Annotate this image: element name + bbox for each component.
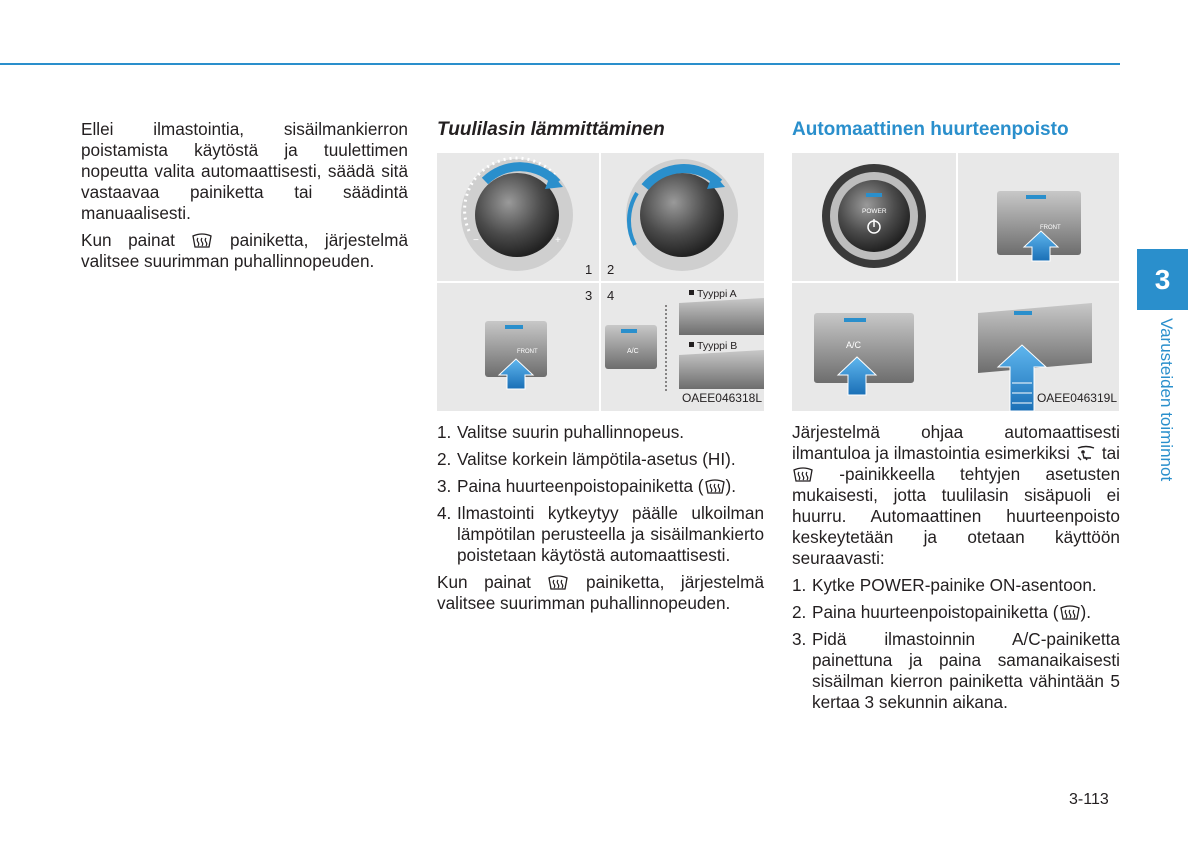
front-defrost-button-illustration [485,321,547,389]
panel-label-1: 1 [585,262,593,277]
temperature-knob [626,159,738,271]
column-right [792,119,1120,719]
front-defrost-button-illustration [997,191,1081,261]
windshield-defrost-icon [704,478,726,495]
svg-text:+: + [555,235,561,246]
figure-code: OAEE046318L [681,391,762,405]
column-middle [437,119,764,620]
ac-button-illustration [605,325,657,369]
list-item: 3. Paina huurteenpoistopainiketta ( ). [437,476,737,496]
list-item: 1. Kytke POWER-painike ON-asentoon. [792,575,1097,595]
page-number: 3-113 [1069,791,1109,808]
type-b-label: Tyyppi B [697,340,738,352]
svg-text:−: − [473,235,479,246]
list-item: 3. Pidä ilmastoinnin A/C-painiketta painettuna ja paina samanaikaisesti sisäilman kierron painiketta vähintään 5 kertaa 3 sekunnin aikana. [792,629,1120,712]
paragraph-auto-defog-intro: Järjestelmä ohjaa automaattisesti ilmantuloa ja ilmastointia esimerkiksi tai -painikkeella tehtyjen asetusten mukaisesti, jotta tuulilasin sisäpuoli ei huurru. Automaattinen huurteenpoisto keskeytetään ja otetaan käyttöön seuraavasti: [792,422,1120,568]
steps-windshield-heating [437,422,764,566]
fan-speed-knob [461,158,573,271]
chapter-title-side: Varusteiden toiminnot [1157,318,1176,482]
list-item: 1. Valitse suurin puhallinnopeus. [437,422,685,442]
power-button-illustration [822,164,926,268]
section-heading-auto-defog: Automaattinen huurteenpoisto [792,119,1069,140]
paragraph-manual-control: Ellei ilmastointia, sisäilmankierron poistamista käytöstä ja tuulettimen nopeutta valita automaattisesti, säädä sitä vastaavaa painiketta tai säädintä manuaalisesti. [81,119,408,223]
windshield-defrost-icon [792,466,814,483]
list-item: 2. Paina huurteenpoistopainiketta ( ). [792,602,1092,622]
svg-text:POWER: POWER [862,208,887,215]
svg-text:FRONT: FRONT [1040,225,1061,231]
type-a-label: Tyyppi A [697,288,737,300]
steps-auto-defog [792,575,1120,713]
svg-text:A/C: A/C [627,348,639,355]
figure-windshield-heating [437,153,764,411]
column-left [81,119,408,278]
figure-auto-defog [792,153,1119,411]
panel-label-2: 2 [607,262,615,277]
windshield-defrost-icon [191,232,213,249]
chapter-number-tab: 3 [1137,249,1188,310]
section-heading-windshield-heating: Tuulilasin lämmittäminen [437,119,665,140]
floor-defrost-mode-icon [1075,445,1097,462]
panel-label-3: 3 [585,288,593,303]
figure-illustration [792,153,1120,411]
list-item: 4. Ilmastointi kytkeytyy päälle ulkoilman lämpötilan perusteella ja sisäilmankierto poistetaan käytöstä automaattisesti. [437,503,764,565]
paragraph-defrost-fan: Kun painat painiketta, järjestelmä valitsee suurimman puhallinnopeuden. [81,230,408,271]
figure-code: OAEE046319L [1036,391,1117,405]
paragraph-defrost-fan-2: Kun painat painiketta, järjestelmä valitsee suurimman puhallinnopeuden. [437,572,764,613]
list-item: 2. Valitse korkein lämpötila-asetus (HI). [437,449,736,469]
windshield-defrost-icon [547,574,569,591]
windshield-defrost-icon [1059,604,1081,621]
figure-illustration [437,153,764,411]
svg-text:FRONT: FRONT [517,349,538,355]
header-rule [0,63,1120,65]
svg-text:A/C: A/C [846,340,862,350]
ac-button-illustration [814,313,914,395]
panel-label-4: 4 [607,288,615,303]
